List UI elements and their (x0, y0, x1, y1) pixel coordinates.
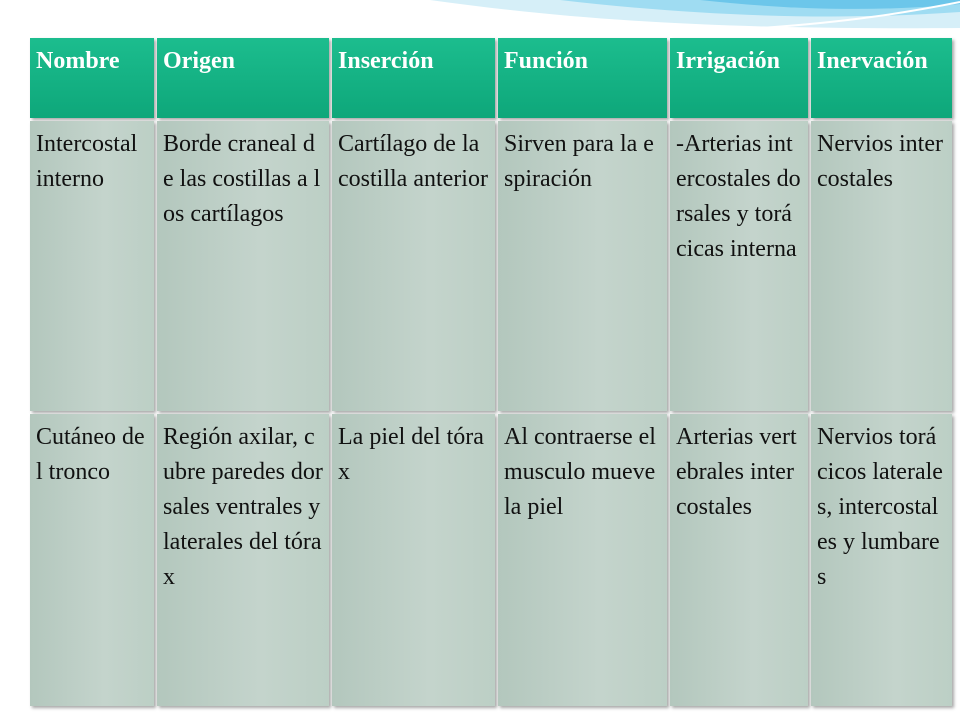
table-row (30, 121, 952, 411)
cell-irrigacion: Arterias vertebrales intercostales (670, 414, 808, 706)
header-nombre: Nombre (30, 38, 154, 118)
cell-nombre: Intercostal interno (30, 121, 154, 411)
header-funcion: Función (498, 38, 667, 118)
cell-inervacion: Nervios torácicos laterales, intercostales y lumbares (811, 414, 952, 706)
header-inervacion: Inervación (811, 38, 952, 118)
table-row (30, 414, 952, 706)
cell-irrigacion: -Arterias intercostales dorsales y torácicas interna (670, 121, 808, 411)
cell-funcion: Sirven para la espiración (498, 121, 667, 411)
cell-origen: Región axilar, cubre paredes dorsales ventrales y laterales del tórax (157, 414, 329, 706)
cell-insercion: Cartílago de la costilla anterior (332, 121, 495, 411)
cell-funcion: Al contraerse el musculo mueve la piel (498, 414, 667, 706)
header-origen: Origen (157, 38, 329, 118)
cell-nombre: Cutáneo del tronco (30, 414, 154, 706)
cell-insercion: La piel del tórax (332, 414, 495, 706)
decorative-swoosh (0, 0, 960, 40)
table-header-row (30, 38, 952, 118)
muscle-table (27, 35, 943, 698)
cell-origen: Borde craneal de las costillas a los cartílagos (157, 121, 329, 411)
cell-inervacion: Nervios intercostales (811, 121, 952, 411)
header-insercion: Inserción (332, 38, 495, 118)
header-irrigacion: Irrigación (670, 38, 808, 118)
